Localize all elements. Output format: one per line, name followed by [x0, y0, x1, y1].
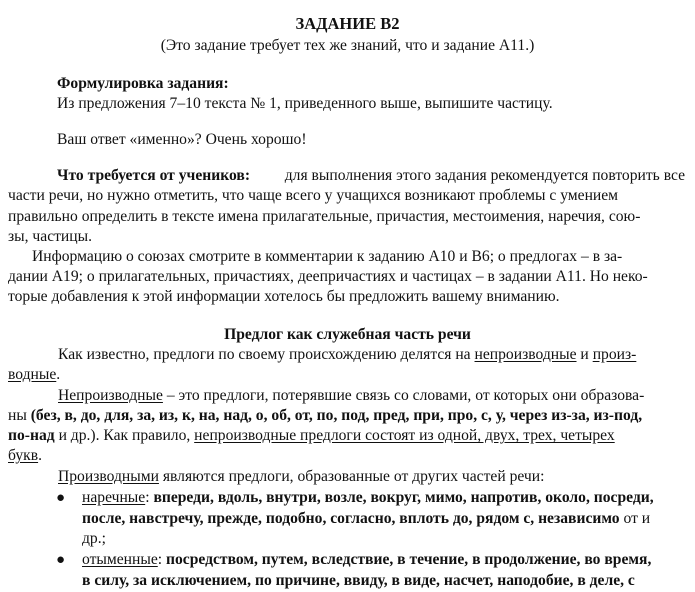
- term-adverbial: наречные: [82, 489, 146, 506]
- derived-line: Производными являются предлоги, образованные от других частей речи:: [58, 468, 545, 485]
- task-subtitle: (Это задание требует тех же знаний, что и задание A11.): [160, 37, 535, 54]
- formulation-heading: Формулировка задания:: [57, 75, 229, 92]
- bullet-adverbial-line-1: наречные: впереди, вдоль, внутри, возле, вокруг, мимо, напротив, около, посреди,: [82, 489, 654, 506]
- info-line-3: торые добавления к этой информации хотелось бы предложить вашему вниманию.: [8, 288, 560, 305]
- nonderived-line-2: ны (без, в, до, для, за, из, к, на, над, о, об, от, по, под, пред, при, про, с, у, через из-за, из-под,: [8, 407, 643, 424]
- bullet-adverbial-line-2: после, навстречу, прежде, подобно, согласно, вплоть до, рядом с, независимо от и: [82, 510, 651, 527]
- term-derived-part1: произ-: [592, 346, 637, 363]
- section-heading: Предлог как служебная часть речи: [224, 326, 471, 343]
- requirements-line-4: зы, частицы.: [8, 228, 92, 245]
- answer-text: Ваш ответ «именно»? Очень хорошо!: [57, 131, 307, 148]
- bullet-marker: ●: [56, 552, 66, 568]
- term-nonderived-def: Непроизводные: [58, 387, 163, 404]
- term-derived-def: Производными: [58, 468, 159, 485]
- intro-line-1: Как известно, предлоги по своему происхождению делятся на непроизводные и произ-: [58, 346, 637, 363]
- intro-line-2: водные.: [8, 366, 61, 383]
- bullet-denominal-line-2: в силу, за исключением, по причине, ввиду, в виде, насчет, наподобие, в деле, с: [82, 572, 635, 589]
- bullet-marker: ●: [56, 490, 66, 506]
- info-line-2: дании А19; о прилагательных, причастиях, деепричастиях и частицах – в задании А11. Но неко-: [8, 268, 648, 285]
- bullet-denominal-line-1: отыменные: посредством, путем, вследствие, в течение, в продолжение, во время,: [82, 551, 652, 568]
- requirements-line-2: части речи, но нужно отметить, что чаще всего у учащихся возникают проблемы с умением: [8, 187, 619, 204]
- nonderived-line-1: Непроизводные – это предлоги, потерявшие связь со словами, от которых они образова-: [58, 387, 645, 404]
- info-line-1: Информацию о союзах смотрите в комментарии к заданию А10 и В6; о предлогах – в за-: [32, 248, 623, 265]
- bullet-adverbial-line-3: др.;: [82, 530, 106, 547]
- nonderived-rule: непроизводные предлоги состоят из одной, двух, трех, четырех: [194, 427, 615, 444]
- requirements-line-3: правильно определить в тексте имена прилагательные, причастия, местоимения, наречия, сою-: [8, 208, 641, 225]
- term-nonderived: непроизводные: [474, 346, 577, 363]
- requirements-line-1: Что требуется от учеников: для выполнения этого задания рекомендуется повторить все: [57, 166, 685, 187]
- task-title: ЗАДАНИЕ B2: [295, 14, 400, 33]
- nonderived-line-3: по-над и др.). Как правило, непроизводные предлоги состоят из одной, двух, трех, четырех: [8, 427, 615, 444]
- nonderived-prepositions-list: (без, в, до, для, за, из, к, на, над, о, об, от, по, под, пред, при, про, с, у, через из-за, из-под,: [30, 407, 643, 424]
- formulation-text: Из предложения 7–10 текста № 1, приведенного выше, выпишите частицу.: [57, 95, 553, 112]
- term-derived-part2: водные: [8, 366, 57, 383]
- term-denominal: отыменные: [82, 551, 158, 568]
- nonderived-line-4: букв.: [8, 447, 42, 464]
- requirements-heading: Что требуется от учеников:: [57, 167, 251, 184]
